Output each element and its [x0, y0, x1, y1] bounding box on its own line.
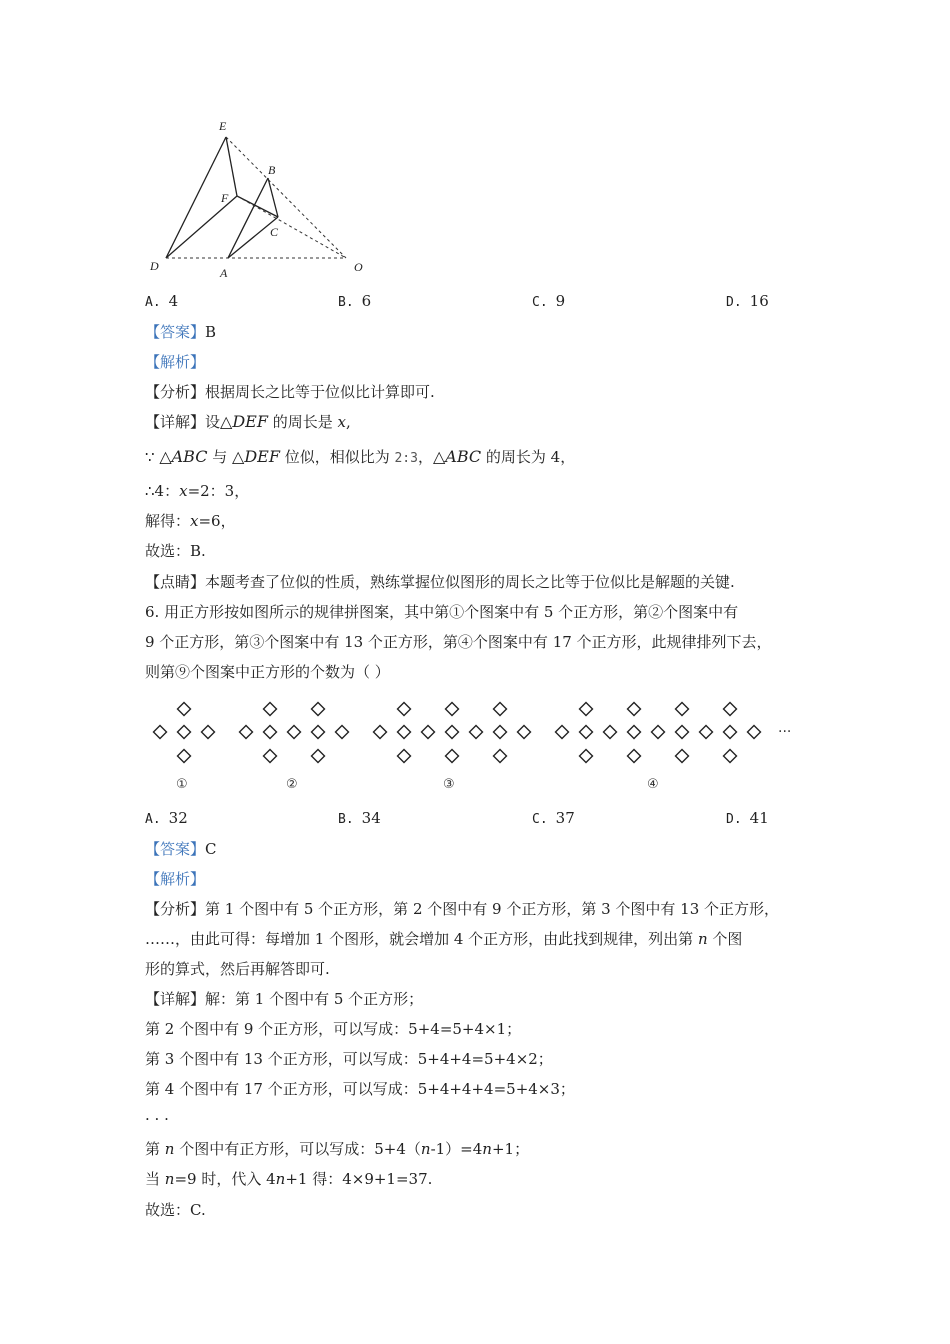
- text: 个图中有正方形，可以写成：5+4（: [174, 1140, 421, 1158]
- q5-detail-1: [145, 411, 351, 433]
- text: 的周长为 4，: [481, 448, 576, 466]
- diamond-square: [700, 726, 713, 739]
- q5-detail-4: [145, 510, 236, 532]
- diamond-group: [154, 703, 761, 763]
- text: ，: [417, 448, 433, 466]
- q6-analysis-heading: [145, 868, 205, 890]
- xiangjie-tag: 【详解】: [145, 990, 206, 1008]
- option-value: 37: [555, 809, 575, 827]
- text: -1）=4: [430, 1140, 483, 1158]
- text: 解得：: [145, 512, 191, 530]
- q5-detail-5: 故选：B.: [145, 542, 206, 560]
- dianjing-tag: 【点睛】: [145, 573, 206, 591]
- pattern-label-2: ②: [286, 777, 298, 792]
- diamond-square: [580, 750, 593, 763]
- answer-value: C: [205, 840, 217, 858]
- diamond-square: [312, 703, 325, 716]
- math-var: n: [164, 1140, 175, 1158]
- q6-option-c: [532, 807, 575, 831]
- dashed-FO: [237, 196, 346, 258]
- diamond-square: [264, 750, 277, 763]
- diamond-square: [312, 750, 325, 763]
- option-key: A.: [145, 812, 161, 827]
- q5-detail-3: [145, 480, 249, 502]
- fenxi-tag: 【分析】: [145, 383, 206, 401]
- text: ……，由此可得：每增加 1 个图形，就会增加 4 个正方形，由此找到规律，列出第: [145, 930, 698, 948]
- diamond-square: [178, 726, 191, 739]
- q6-detail-2: 第 2 个图中有 9 个正方形，可以写成：5+4=5+4×1；: [145, 1020, 522, 1038]
- diamond-square: [240, 726, 253, 739]
- diamond-square: [336, 726, 349, 739]
- q6-detail-4: 第 4 个图中有 17 个正方形，可以写成：5+4+4+4=5+4×3；: [145, 1080, 575, 1098]
- diamond-square: [580, 703, 593, 716]
- answer-tag: 【答案】: [145, 323, 206, 341]
- pattern-label-1: ①: [176, 777, 188, 792]
- q6-stem-2: 9 个正方形，第③个图案中有 13 个正方形，第④个图案中有 17 个正方形，此规律排列下去，: [145, 633, 772, 651]
- diamond-square: [374, 726, 387, 739]
- diamond-square: [446, 726, 459, 739]
- option-key: B.: [338, 812, 354, 827]
- diamond-square: [676, 703, 689, 716]
- analysis-tag: 【解析】: [145, 870, 206, 888]
- q6-answer: [145, 838, 217, 860]
- q5-option-b: [338, 290, 371, 314]
- math-triangle: △ABC: [432, 447, 482, 466]
- segment-BA: [228, 178, 268, 258]
- because-symbol: ∵: [145, 448, 160, 466]
- diamond-square: [580, 726, 593, 739]
- option-key: D.: [726, 295, 742, 310]
- math-var: x: [179, 482, 188, 500]
- diamond-square: [676, 750, 689, 763]
- option-value: 32: [168, 809, 188, 827]
- diamond-square: [652, 726, 665, 739]
- q6-fenxi-1: [145, 898, 779, 920]
- math-triangle: △DEF: [232, 447, 280, 466]
- diamond-square: [604, 726, 617, 739]
- option-key: D.: [726, 812, 742, 827]
- q5-option-d: [726, 290, 769, 314]
- option-value: 41: [749, 809, 769, 827]
- q6-detail-6: [145, 1138, 529, 1160]
- diamond-square: [724, 726, 737, 739]
- q5-answer: [145, 321, 216, 343]
- label-F: F: [221, 191, 229, 205]
- label-O: O: [354, 260, 363, 274]
- math-var: n: [420, 1140, 431, 1158]
- text: 的周长是: [267, 413, 338, 431]
- diamond-square: [178, 703, 191, 716]
- math-var: n: [164, 1170, 175, 1188]
- text: =9 时，代入 4: [174, 1170, 276, 1188]
- diamond-square: [724, 703, 737, 716]
- text: +1；: [491, 1140, 530, 1158]
- q6-fenxi-2: [145, 928, 742, 950]
- diamond-square: [398, 703, 411, 716]
- diamond-square: [724, 750, 737, 763]
- label-B: B: [268, 163, 276, 177]
- diamond-square: [264, 703, 277, 716]
- text: 位似，相似比为: [279, 448, 395, 466]
- math-triangle: △DEF: [220, 412, 268, 431]
- diamond-square: [288, 726, 301, 739]
- dashed-EO: [226, 137, 346, 258]
- option-key: B.: [338, 295, 354, 310]
- diamond-square: [312, 726, 325, 739]
- q5-detail-2: [145, 446, 575, 470]
- text: =2：3，: [187, 482, 250, 500]
- q5-option-a: [145, 290, 178, 314]
- diamond-square: [494, 750, 507, 763]
- option-value: 9: [555, 292, 566, 310]
- diamond-square: [748, 726, 761, 739]
- dianjing-text: 本题考查了位似的性质，熟练掌握位似图形的周长之比等于位似比是解题的关键.: [205, 573, 735, 591]
- segment-EF: [226, 137, 237, 196]
- diamond-square: [494, 726, 507, 739]
- segment-BC: [268, 178, 278, 217]
- math-var: n: [275, 1170, 286, 1188]
- math-var: n: [697, 930, 708, 948]
- figure-dashed-lines: [166, 137, 346, 258]
- answer-tag: 【答案】: [145, 840, 206, 858]
- ratio-value: 2:3: [394, 451, 418, 466]
- diamond-square: [202, 726, 215, 739]
- diamond-square: [676, 726, 689, 739]
- math-triangle: △ABC: [159, 447, 208, 466]
- q6-detail-1: [145, 988, 423, 1010]
- math-var: n: [482, 1140, 492, 1158]
- option-value: 34: [361, 809, 381, 827]
- label-C: C: [270, 225, 279, 239]
- option-key: C.: [532, 295, 548, 310]
- text: 当: [145, 1170, 165, 1188]
- text: ∴4：: [145, 482, 180, 500]
- fenxi-tag: 【分析】: [145, 900, 206, 918]
- fenxi-text: 根据周长之比等于位似比计算即可.: [205, 383, 435, 401]
- diamond-square: [628, 703, 641, 716]
- segment-AC: [228, 217, 278, 258]
- text: 设: [205, 413, 221, 431]
- option-value: 4: [168, 292, 179, 310]
- q6-option-d: [726, 807, 769, 831]
- q5-analysis-heading: [145, 351, 205, 373]
- segment-FC: [237, 196, 278, 217]
- q5-dianjing: [145, 571, 735, 593]
- diamond-square: [398, 726, 411, 739]
- text: +1 得：4×9+1=37.: [285, 1170, 433, 1188]
- diamond-square: [154, 726, 167, 739]
- text: 个图: [707, 930, 743, 948]
- text: 与: [207, 448, 233, 466]
- diamond-square: [556, 726, 569, 739]
- text: =6，: [198, 512, 236, 530]
- label-A: A: [220, 266, 228, 280]
- q6-detail-8: 故选：C.: [145, 1201, 206, 1219]
- pattern-ellipsis: ···: [778, 724, 792, 740]
- q6-option-b: [338, 807, 381, 831]
- xiangjie-text: 解：第 1 个图中有 5 个正方形；: [205, 990, 424, 1008]
- q6-stem-1: 6. 用正方形按如图所示的规律拼图案，其中第①个图案中有 5 个正方形，第②个图案中有: [145, 603, 739, 621]
- pattern-label-3: ③: [443, 777, 455, 792]
- diamond-square: [628, 750, 641, 763]
- diamond-square: [518, 726, 531, 739]
- figure-lines: [166, 137, 278, 258]
- diamond-square: [494, 703, 507, 716]
- diamond-square: [398, 750, 411, 763]
- xiangjie-tag: 【详解】: [145, 413, 206, 431]
- diamond-square: [178, 750, 191, 763]
- q6-detail-7: [145, 1168, 432, 1190]
- text: ,: [345, 413, 351, 431]
- q6-fenxi-3: 形的算式，然后再解答即可.: [145, 960, 330, 978]
- fenxi-text: 第 1 个图中有 5 个正方形，第 2 个图中有 9 个正方形，第 3 个图中有 13 个正方形，: [205, 900, 780, 918]
- diamond-square: [264, 726, 277, 739]
- q6-detail-3: 第 3 个图中有 13 个正方形，可以写成：5+4+4=5+4×2；: [145, 1050, 553, 1068]
- segment-DF: [166, 196, 237, 258]
- math-var: x: [337, 413, 346, 431]
- segment-ED: [166, 137, 226, 258]
- q6-detail-5: · · ·: [145, 1110, 169, 1128]
- diamond-square: [470, 726, 483, 739]
- math-var: x: [190, 512, 199, 530]
- q5-fenxi: [145, 381, 435, 403]
- q6-option-a: [145, 807, 188, 831]
- option-key: A.: [145, 295, 161, 310]
- diamond-square: [446, 750, 459, 763]
- diamond-square: [628, 726, 641, 739]
- diamond-square: [446, 703, 459, 716]
- pattern-label-4: ④: [647, 777, 659, 792]
- label-E: E: [219, 119, 227, 133]
- q5-option-c: [532, 290, 565, 314]
- answer-value: B: [205, 323, 217, 341]
- option-key: C.: [532, 812, 548, 827]
- text: 第: [145, 1140, 165, 1158]
- analysis-tag: 【解析】: [145, 353, 206, 371]
- diamond-square: [422, 726, 435, 739]
- option-value: 16: [749, 292, 769, 310]
- label-D: D: [150, 259, 159, 273]
- q6-stem-3: 则第⑨个图案中正方形的个数为（ ）: [145, 663, 390, 681]
- option-value: 6: [361, 292, 372, 310]
